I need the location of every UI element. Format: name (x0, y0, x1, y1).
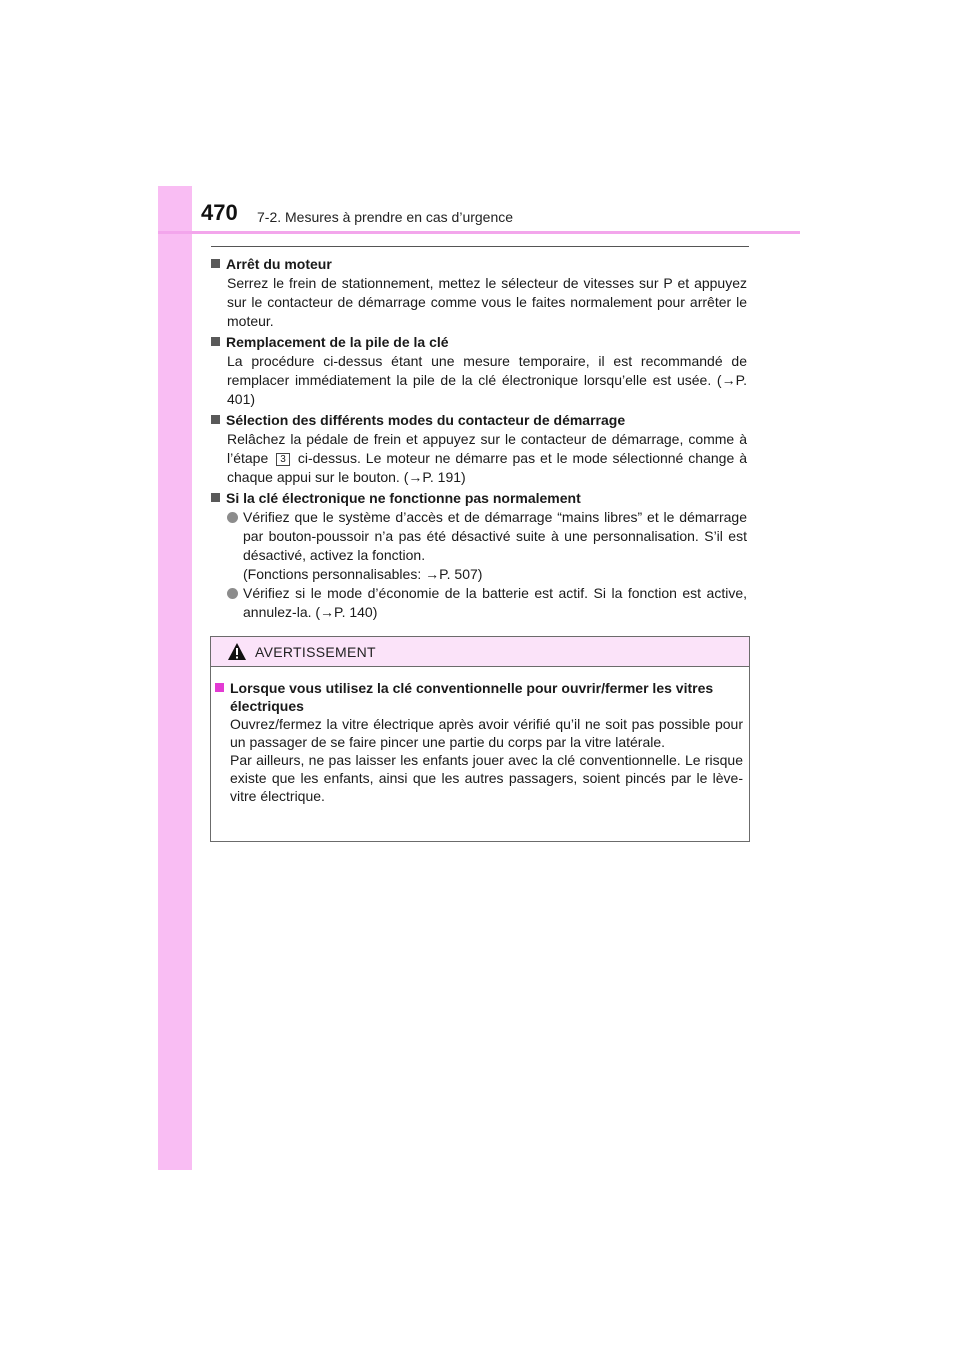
warning-heading-text: Lorsque vous utilisez la clé conventionnelle pour ouvrir/fermer les vitres électriques (230, 680, 714, 714)
round-bullet-icon (227, 512, 238, 523)
bullet-subtext: (Fonctions personnalisables: →P. 507) (243, 566, 483, 582)
section-title: Arrêt du moteur (226, 256, 332, 272)
page-number: 470 (201, 200, 238, 225)
section-heading (211, 255, 747, 274)
section-title: Sélection des différents modes du contacteur de démarrage (226, 412, 626, 428)
section-battery-replacement (211, 333, 747, 409)
section-title: Remplacement de la pile de la clé (226, 334, 449, 350)
bullet-text: Vérifiez que le système d’accès et de démarrage “mains libres” et le démarrage par bouton-poussoir n’a pas été désactivé suite à une personnalisation. S’il est désactivé, activez la fonction. (243, 509, 747, 563)
section-key-malfunction (211, 489, 747, 622)
square-bullet-icon (215, 683, 224, 692)
square-bullet-icon (211, 493, 220, 502)
text-after-step: ci-dessus. Le moteur ne démarre pas et le mode sélectionné change à chaque appui sur le bouton. (→P. 191) (227, 450, 747, 485)
bullet-text: Vérifiez si le mode d’économie de la batterie est actif. Si la fonction est active, annulez-la. (→P. 140) (243, 585, 747, 620)
list-item (227, 508, 747, 584)
chapter-title: 7-2. Mesures à prendre en cas d’urgence (257, 209, 514, 225)
side-tab-band (158, 186, 192, 1170)
section-divider (211, 246, 749, 247)
warning-header (211, 637, 749, 667)
section-heading (211, 489, 747, 508)
square-bullet-icon (211, 337, 220, 346)
section-heading (211, 411, 747, 430)
warning-box (210, 636, 750, 842)
list-item (227, 584, 747, 622)
warning-body (215, 679, 743, 805)
round-bullet-icon (227, 588, 238, 599)
square-bullet-icon (211, 259, 220, 268)
section-text (227, 430, 747, 487)
step-number-box: 3 (276, 453, 290, 466)
warning-triangle-icon (227, 642, 247, 666)
section-text: Serrez le frein de stationnement, mettez le sélecteur de vitesses sur P et appuyez sur le contacteur de démarrage comme vous le faites normalement pour arrêter le moteur. (227, 275, 747, 329)
warning-title: AVERTISSEMENT (255, 644, 376, 660)
main-content (211, 255, 747, 624)
square-bullet-icon (211, 415, 220, 424)
warning-paragraph: Ouvrez/fermez la vitre électrique après avoir vérifié qu’il ne soit pas possible pour un passager de se faire pincer une partie du corps par la vitre latérale. (230, 716, 743, 750)
warning-heading (215, 679, 743, 715)
text-before-step: Relâchez la pédale de frein et appuyez sur le contacteur de démarrage, comme à l’étape (227, 431, 747, 466)
section-title: Si la clé électronique ne fonctionne pas normalement (226, 490, 581, 506)
header-accent-line (158, 231, 800, 234)
section-text: La procédure ci-dessus étant une mesure temporaire, il est recommandé de remplacer immédiatement la pile de la clé électronique lorsqu’elle est usée. (→P. 401) (227, 353, 747, 407)
section-engine-stop (211, 255, 747, 331)
warning-paragraph: Par ailleurs, ne pas laisser les enfants jouer avec la clé conventionnelle. Le risque existe que les enfants, ainsi que les autres passagers, soient pincés par le lève-vitre électrique. (230, 752, 743, 804)
section-heading (211, 333, 747, 352)
section-mode-selection (211, 411, 747, 487)
